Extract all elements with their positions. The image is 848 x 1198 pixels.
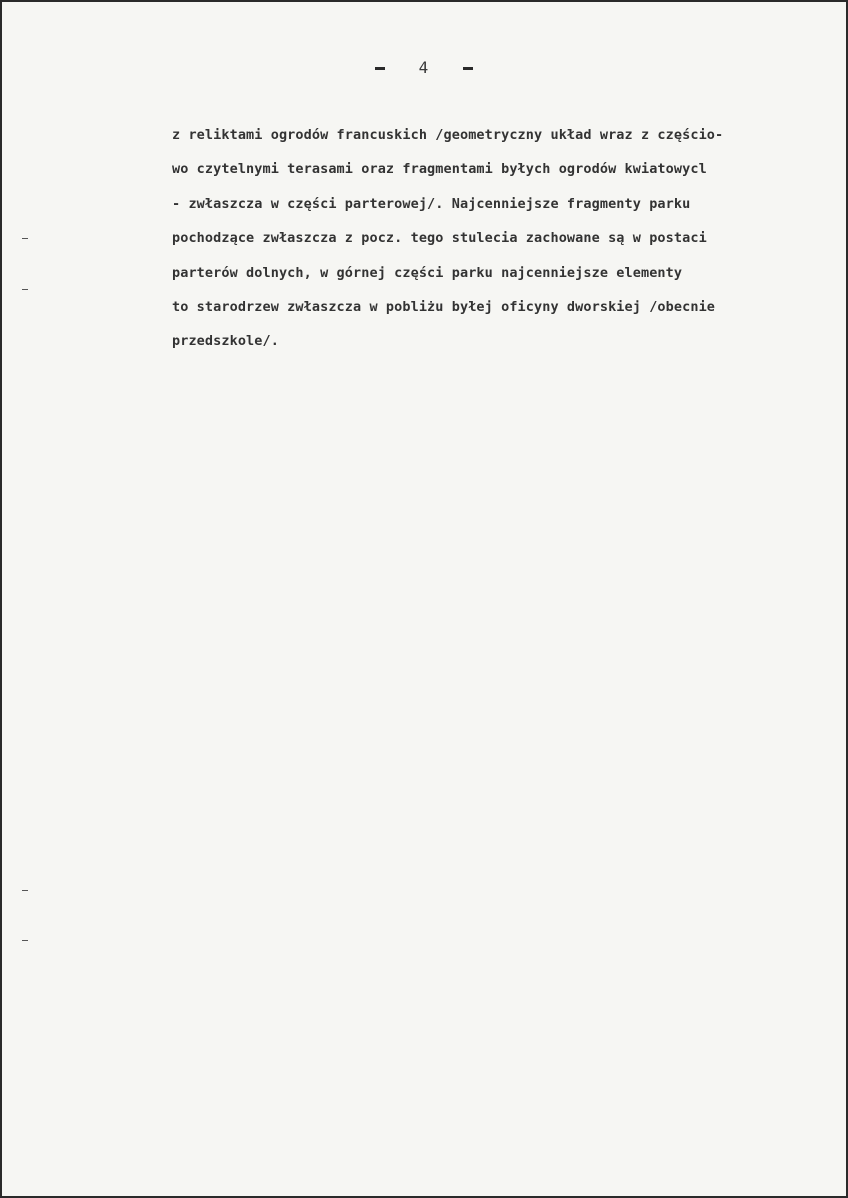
text-line: - zwłaszcza w części parterowej/. Najcenniejsze fragmenty parku (172, 195, 691, 212)
text-line: parterów dolnych, w górnej części parku najcenniejsze elementy (172, 264, 683, 281)
page-number-dash-left (375, 67, 385, 70)
margin-tick-mark (22, 940, 28, 941)
page-number-dash-right (463, 67, 473, 70)
page-number-value: 4 (418, 58, 430, 77)
margin-tick-mark (22, 289, 28, 290)
text-line: przedszkole/. (172, 333, 279, 350)
margin-tick-mark (22, 890, 28, 891)
text-line: z reliktami ogrodów francuskich /geometryczny układ wraz z częścio- (172, 127, 724, 143)
text-line: pochodzące zwłaszcza z pocz. tego stulecia zachowane są w postaci (172, 230, 707, 247)
text-line: to starodrzew zwłaszcza w pobliżu byłej oficyny dworskiej /obecnie (172, 299, 716, 316)
margin-tick-mark (22, 238, 28, 239)
text-line: wo czytelnymi terasami oraz fragmentami byłych ogrodów kwiatowycl (172, 161, 707, 178)
body-paragraph (172, 118, 840, 359)
page-number (2, 58, 846, 77)
